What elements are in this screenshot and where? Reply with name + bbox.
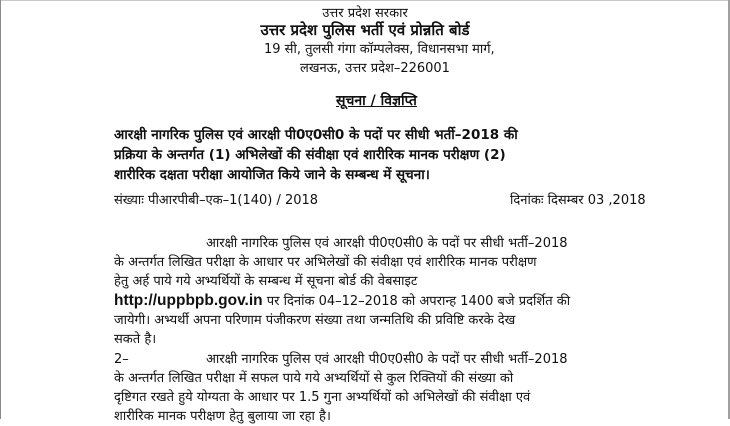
government-heading: उत्तर प्रदेश सरकार (322, 6, 408, 21)
subject-block (114, 125, 702, 185)
address-line-1: 19 सी, तुलसी गंगा कॉम्पलेक्स, विधानसभा मार्ग, (264, 42, 495, 57)
subject-line: आरक्षी नागरिक पुलिस एवं आरक्षी पी0ए0सी0 के पदों पर सीधी भर्ती–2018 की (114, 127, 518, 143)
website-link[interactable]: http://uppbpb.gov.in (114, 292, 263, 309)
paragraph-line: हेतु अर्ह पाये गये अभ्यर्थियों के सम्बन्ध में सूचना बोर्ड की वेबसाइट (114, 274, 418, 289)
notice-date: दिनांकः दिसम्बर 03 ,2018 (510, 193, 646, 208)
paragraph-line: के अन्तर्गत लिखित परीक्षा के आधार पर अभिलेखों की संवीक्षा एवं शारीरिक मानक परीक्षण (114, 255, 537, 270)
paragraph-line: सकते है। (114, 332, 157, 347)
paragraph-2 (114, 350, 700, 426)
reference-number: संख्याः पीआरपीबी–एक–1(140) / 2018 (114, 193, 319, 208)
window-top-border (0, 0, 730, 1)
notice-title: सूचना / विज्ञप्ति (336, 93, 417, 109)
window-left-border (0, 0, 1, 419)
paragraph-line: जायेगी। अभ्यर्थी अपना परिणाम पंजीकरण संख्या तथा जन्मतिथि की प्रविष्टि करके देख (114, 313, 516, 328)
paragraph-1 (114, 234, 700, 349)
paragraph-line: 2– आरक्षी नागरिक पुलिस एवं आरक्षी पी0ए0सी0 के पदों पर सीधी भर्ती–2018 (114, 352, 568, 367)
paragraph-line: http://uppbpb.gov.in पर दिनांक 04–12–2018 को अपरान्ह 1400 बजे प्रदर्शित की (114, 292, 571, 309)
paragraph-number: 2– (114, 352, 129, 367)
paragraph-line: आरक्षी नागरिक पुलिस एवं आरक्षी पी0ए0सी0 के पदों पर सीधी भर्ती–2018 (206, 236, 568, 251)
paragraph-line: के अन्तर्गत लिखित परीक्षा में सफल पाये गये अभ्यर्थियों से कुल रिक्तियों की संख्या को (114, 371, 514, 386)
subject-line: शारीरिक दक्षता परीक्षा आयोजित किये जाने के सम्बन्ध में सूचना। (114, 167, 430, 183)
address-line-2: लखनऊ, उत्तर प्रदेश–226001 (300, 61, 450, 76)
paragraph-line: दृष्टिगत रखते हुये योग्यता के आधार पर 1.5 गुना अभ्यर्थियों को अभिलेखों की संवीक्षा एवं (114, 390, 531, 405)
subject-line: प्रक्रिया के अन्तर्गत (1) अभिलेखों की संवीक्षा एवं शारीरिक मानक परीक्षण (2) (114, 147, 506, 163)
board-name-heading: उत्तर प्रदेश पुलिस भर्ती एवं प्रोन्नति बोर्ड (260, 21, 470, 39)
paragraph-line: शारीरिक मानक परीक्षण हेतु बुलाया जा रहा है। (114, 409, 331, 424)
